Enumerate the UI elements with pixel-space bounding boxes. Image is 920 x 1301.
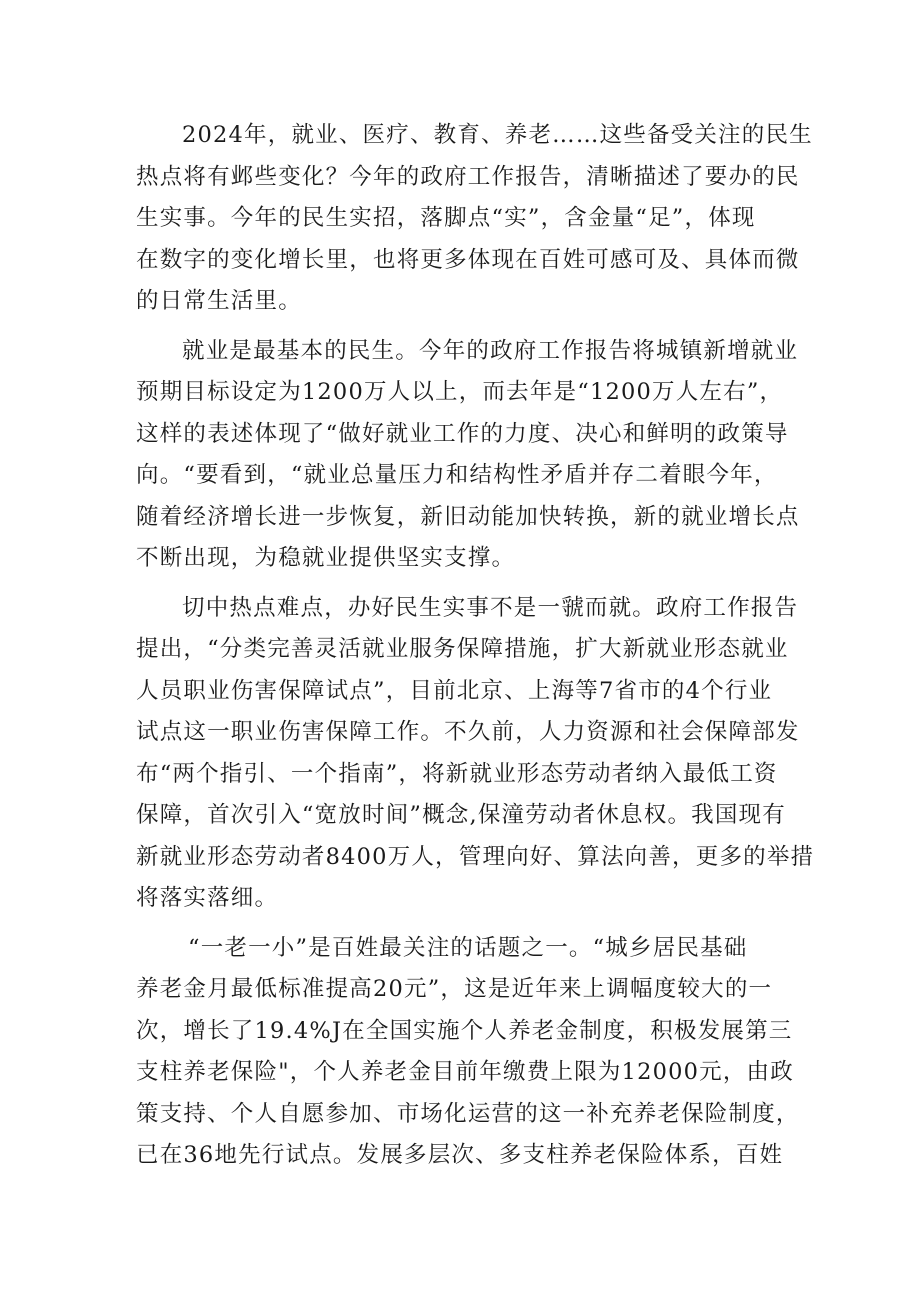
text-line: 支柱养老保险"，个人养老金目前年缴费上限为12000元，由政	[136, 1059, 794, 1085]
text-line: 保障，首次引入“宽放时间”概念,保潼劳动者休息权。我国现有	[136, 802, 786, 828]
text-line: 这样的表述体现了“做好就业工作的力度、决心和鲜明的政策导	[136, 420, 789, 447]
article-body	[136, 115, 815, 1185]
text-line: 切中热点难点，办好民生实事不是一虢而就。政府工作报告	[182, 594, 799, 621]
text-line: 试点这一职业伤害保障工作。不久前，人力资源和社会保障部发	[136, 719, 800, 745]
text-line: 随着经济增长进一步恢复，新旧动能加快转换，新的就业增长点	[136, 503, 800, 530]
text-line: 布“两个指引、一个指南”，将新就业形态劳动者纳入最低工资	[136, 760, 778, 787]
text-line: 人员职业伤害保障试点”，目前北京、上海等7省市的4个行业	[136, 677, 773, 704]
text-line: 将落实落细。	[136, 885, 279, 911]
text-line: 养老金月最低标准提高20元”，这是近年来上调幅度较大的一	[136, 976, 773, 1002]
text-line: 不断出现，为稳就业提供坚实支撑。	[136, 545, 516, 571]
text-line: 热点将有邺些变化？今年的政府工作报告，清晰描述了要办的民	[136, 163, 800, 190]
text-line: 2024年，就业、医疗、教育、养老……这些备受关注的民生	[182, 122, 813, 148]
text-line: 已在36地先行试点。发展多层次、多支柱养老保险体系，百姓	[136, 1142, 784, 1168]
text-line: 生实事。今年的民生实招，落脚点“实”，含金量“足”，体现	[136, 205, 756, 231]
paragraph-employment	[136, 331, 800, 580]
text-line: 向。“要看到，“就业总量压力和结构性矛盾并存二着眼今年，	[136, 462, 778, 488]
paragraph-elderly-children	[136, 928, 800, 1177]
text-line: “一老一小”是百姓最关注的话题之一。“城乡居民基础	[188, 934, 748, 961]
text-line: 的日常生活里。	[136, 288, 302, 314]
text-line: 新就业形态劳动者8400万人，管理向好、算法向善，更多的举措	[136, 843, 815, 870]
text-line: 次，增长了19.4%J在全国实施个人养老金制度，积极发展第三	[136, 1017, 793, 1044]
paragraph-hotspots	[136, 588, 815, 920]
text-line: 在数字的变化增长里，也将更多体现在百姓可感可及、具体而微	[136, 246, 800, 273]
text-line: 预期目标设定为1200万人以上，而去年是“1200万人左右”，	[136, 379, 784, 405]
text-line: 策支持、个人自愿参加、市场化运营的这一补充养老保险制度，	[136, 1100, 800, 1127]
text-line: 就业是最基本的民生。今年的政府工作报告将城镇新增就业	[182, 337, 799, 364]
paragraph-intro	[136, 115, 813, 323]
text-line: 提出，“分类完善灵活就业服务保障措施，扩大新就业形态就业	[136, 636, 789, 662]
